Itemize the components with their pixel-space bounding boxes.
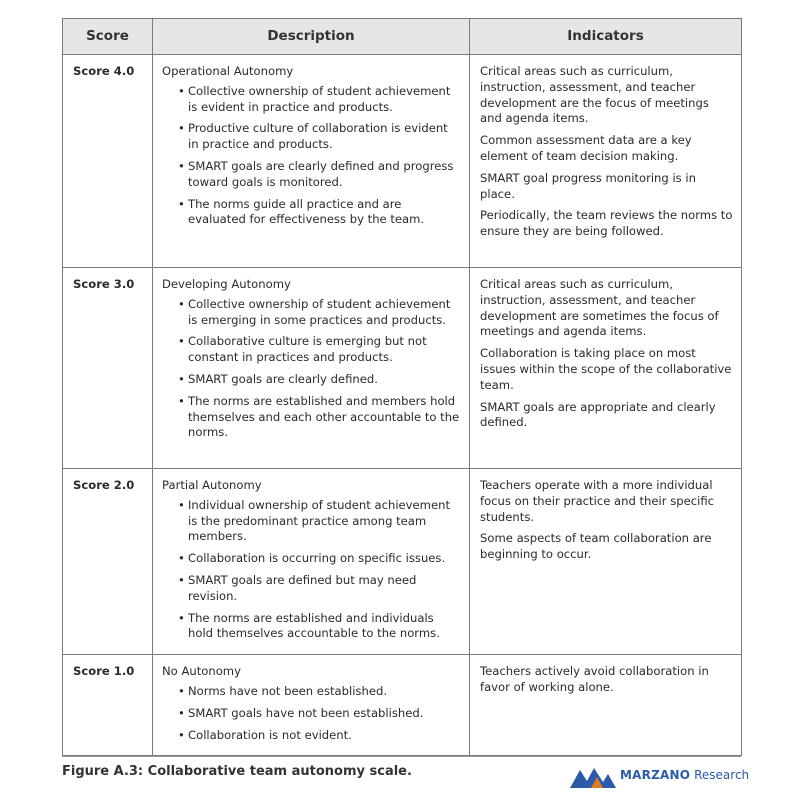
score-cell: Score 2.0 (63, 469, 153, 655)
indicator-text: SMART goals are appropriate and clearly defined. (480, 399, 716, 430)
table-row (63, 55, 742, 268)
indicators-cell (470, 55, 742, 268)
indicator-text: SMART goal progress monitoring is in place. (480, 170, 696, 201)
description-list (162, 498, 461, 642)
indicator-text: Teachers operate with a more individual focus on their practice and their specific students. (480, 478, 715, 524)
publisher-logo (570, 762, 749, 788)
indicators-cell (470, 268, 742, 469)
caption-divider (62, 756, 741, 757)
list-item: • Norms have not been established. (178, 684, 461, 700)
score-cell: Score 4.0 (63, 55, 153, 268)
list-item: • The norms are established and members hold themselves and each other accountable to the norms. (178, 394, 461, 441)
score-cell: Score 1.0 (63, 655, 153, 756)
description-cell (153, 655, 470, 756)
list-item: • Collaborative culture is emerging but not constant in practices and products. (178, 334, 461, 366)
indicators-cell (470, 655, 742, 756)
list-item: • Productive culture of collaboration is evident in practice and products. (178, 121, 461, 153)
marzano-logo-icon (570, 762, 616, 788)
list-item: • Collective ownership of student achievement is emerging in some practices and products. (178, 297, 461, 329)
header-indicators: Indicators (470, 19, 742, 55)
list-item: • Individual ownership of student achievement is the predominant practice among team members. (178, 498, 461, 545)
table-row (63, 268, 742, 469)
description-cell (153, 55, 470, 268)
indicator-text: Some aspects of team collaboration are beginning to occur. (480, 531, 712, 562)
list-item: • SMART goals are clearly defined and progress toward goals is monitored. (178, 159, 461, 191)
list-item: • SMART goals are defined but may need revision. (178, 573, 461, 605)
description-cell (153, 469, 470, 655)
header-description: Description (153, 19, 470, 55)
indicator-text: Collaboration is taking place on most issues within the scope of the collaborative team. (480, 346, 732, 392)
list-item: • SMART goals have not been established. (178, 706, 461, 722)
list-item: • Collective ownership of student achievement is evident in practice and products. (178, 84, 461, 116)
logo-brand: MARZANO (620, 768, 691, 782)
description-list (162, 297, 461, 441)
header-score: Score (63, 19, 153, 55)
table-header-row (63, 19, 742, 55)
level-title: Developing Autonomy (162, 277, 291, 291)
list-item: • The norms are established and individuals hold themselves accountable to the norms. (178, 611, 461, 643)
indicator-text: Common assessment data are a key element of team decision making. (480, 133, 692, 163)
indicator-text: Critical areas such as curriculum, instruction, assessment, and teacher development are sometimes the focus of meetings and agenda items. (480, 277, 719, 339)
figure-caption: Figure A.3: Collaborative team autonomy scale. (62, 764, 412, 779)
list-item: • The norms guide all practice and are evaluated for effectiveness by the team. (178, 197, 461, 229)
table-row (63, 655, 742, 756)
table-row (63, 469, 742, 655)
level-title: Operational Autonomy (162, 64, 294, 78)
description-list (162, 84, 461, 228)
list-item: • Collaboration is not evident. (178, 728, 461, 744)
level-title: No Autonomy (162, 664, 241, 679)
list-item: • SMART goals are clearly defined. (178, 372, 461, 388)
indicator-text: Periodically, the team reviews the norms to ensure they are being followed. (480, 208, 733, 239)
description-cell (153, 268, 470, 469)
description-list (162, 684, 461, 743)
logo-sub: Research (694, 768, 750, 782)
score-cell: Score 3.0 (63, 268, 153, 469)
indicator-text: Teachers actively avoid collaboration in favor of working alone. (480, 664, 709, 694)
indicator-text: Critical areas such as curriculum, instruction, assessment, and teacher development are the focus of meetings and agenda items. (480, 64, 709, 126)
indicators-cell (470, 469, 742, 655)
list-item: • Collaboration is occurring on specific issues. (178, 551, 461, 567)
autonomy-scale-table (62, 18, 742, 756)
level-title: Partial Autonomy (162, 478, 262, 492)
